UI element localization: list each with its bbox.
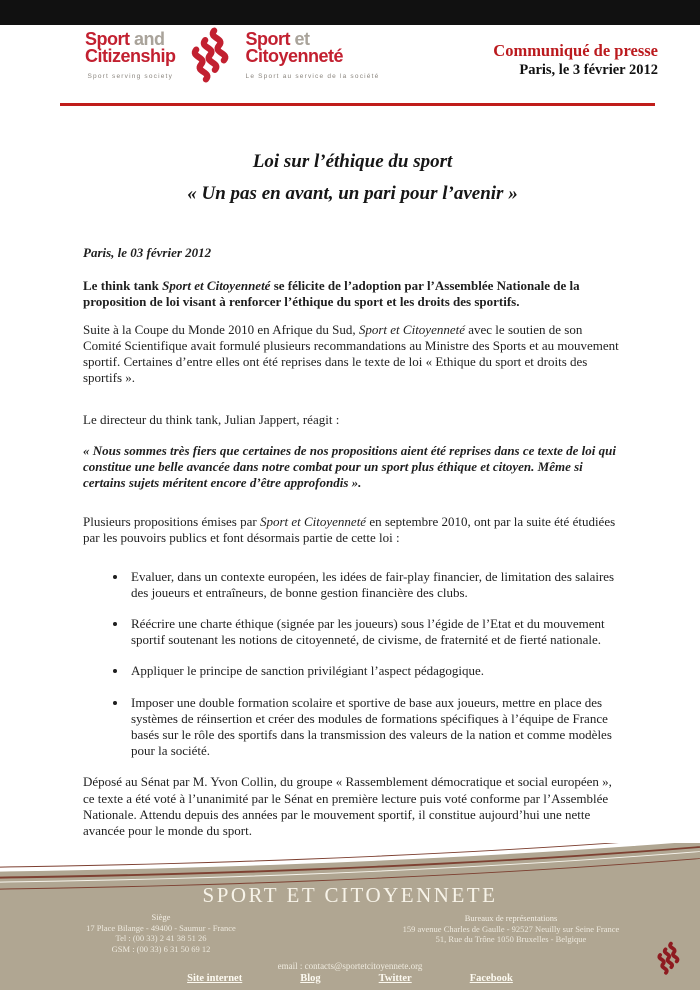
bureaux-address-2: 51, Rue du Trône 1050 Bruxelles - Belgique xyxy=(435,934,587,944)
siege-title: Siège xyxy=(151,912,171,922)
lead-post: se félicite de l’adoption par l’Assemblée Nationale de la proposition de loi visant à renforcer l’éthique du sport et les droits des sportifs. xyxy=(83,278,580,310)
propositions-post: en septembre 2010, ont par la suite été étudiées par les pouvoirs publics et font désormais partie de cette loi : xyxy=(83,514,616,546)
propositions-paragraph xyxy=(83,514,622,546)
press-date: Paris, le 3 février 2012 xyxy=(519,62,658,78)
address-siege xyxy=(0,912,322,954)
top-black-bar xyxy=(0,0,700,25)
logo-sport-et-citoyennete xyxy=(246,31,380,85)
address-bureaux xyxy=(322,912,700,954)
footer-links xyxy=(0,973,700,984)
title-line2: « Un pas en avant, un pari pour l’avenir » xyxy=(187,183,518,204)
bureaux-title: Bureaux de représentations xyxy=(464,913,558,923)
logo-en-word1: Sport xyxy=(85,29,130,49)
header xyxy=(0,25,700,95)
title-line1: Loi sur l’éthique du sport xyxy=(252,151,453,172)
siege-phone: Tel : (00 33) 2 41 38 51 26 xyxy=(115,933,207,943)
para2-pre: Suite à la Coupe du Monde 2010 en Afrique du Sud, xyxy=(83,321,359,337)
brand-name: Sport et Citoyenneté xyxy=(259,514,367,530)
siege-gsm: GSM : (00 33) 6 31 50 69 12 xyxy=(111,943,211,954)
logo-fr-word2: et xyxy=(294,29,310,49)
quote-introduction: Le directeur du think tank, Julian Jappert, réagit : xyxy=(83,412,340,428)
list-item: • Imposer une double formation scolaire et sportive de base aux joueurs, mettre en place des systèmes de réinsertion et créer des modules de formations spécifiques à l’équipe de France basés sur le rôle des sportifs dans la transmission des valeurs de la nation et comme modèles pour la société. xyxy=(128,695,622,760)
brand-name: Sport et Citoyenneté xyxy=(358,321,465,337)
link-facebook[interactable]: Facebook xyxy=(469,973,513,984)
lead-pre: Le think tank xyxy=(83,278,163,294)
document-body xyxy=(0,106,700,839)
bureaux-address-1: 159 avenue Charles de Gaulle - 92527 Neuilly sur Seine France xyxy=(402,923,620,934)
logo-en-line2: Citizenship xyxy=(85,46,176,66)
footer-org-name: SPORT ET CITOYENNETE xyxy=(202,883,498,907)
link-site-internet[interactable]: Site internet xyxy=(187,973,243,984)
lead-paragraph xyxy=(83,278,622,310)
sss-waves-icon xyxy=(654,943,684,982)
propositions-list xyxy=(83,569,622,760)
footer-content xyxy=(0,883,700,984)
context-paragraph xyxy=(83,322,622,387)
list-item: • Réécrire une charte éthique (signée par les joueurs) sous l’égide de l’Etat et du mouvement sportif soutenant les notions de citoyenneté, de civisme, de fraternité et de fierté nationale. xyxy=(128,616,622,648)
list-item: • Appliquer le principe de sanction privilégiant l’aspect pédagogique. xyxy=(128,663,622,679)
director-quote: « Nous sommes très fiers que certaines de nos propositions aient été reprises dans ce texte de loi qui constitue une belle avancée dans notre combat pour un sport plus éthique et citoyen. Même si certains sujets méritent encore d’être approfondis ». xyxy=(83,442,616,491)
contact-email: email : contacts@sportetcitoyennete.org xyxy=(277,961,423,971)
link-blog[interactable]: Blog xyxy=(300,973,321,984)
brand-name: Sport et Citoyenneté xyxy=(162,278,271,294)
footer xyxy=(0,843,700,990)
document-type-label: Communiqué de presse xyxy=(493,41,658,60)
dateline: Paris, le 03 février 2012 xyxy=(83,245,212,260)
link-twitter[interactable]: Twitter xyxy=(378,973,412,984)
logo-fr-tagline: Le Sport au service de la société xyxy=(245,73,380,80)
logo-en-word2: and xyxy=(134,29,165,49)
footer-addresses xyxy=(0,912,700,954)
propositions-pre: Plusieurs propositions émises par xyxy=(83,514,260,530)
closing-paragraph: Déposé au Sénat par M. Yvon Collin, du groupe « Rassemblement démocratique et social européen », ce texte a été voté à l’unanimité par le Sénat en première lecture puis voté conforme par l’Assemblée Nationale. Attendu depuis des années par le mouvement sportif, il constitue aujourd’hui une nette avancée pour le monde du sport. xyxy=(83,774,612,839)
para2-post: avec le soutien de son Comité Scientifique avait formulé plusieurs recommandations au Ministre des Sports et au mouvement sportif. Certaines d’entre elles ont été reprises dans le texte de loi « Ethique du sport et droits des sportifs ». xyxy=(83,321,619,386)
logo-group xyxy=(85,31,379,88)
document-title xyxy=(83,146,622,210)
sss-waves-icon xyxy=(186,33,236,88)
logo-sport-and-citizenship xyxy=(85,31,176,85)
logo-fr-word1: Sport xyxy=(245,29,291,49)
siege-address: 17 Place Bilange - 49400 - Saumur - France xyxy=(86,922,236,933)
press-meta xyxy=(493,41,658,80)
logo-en-tagline: Sport serving society xyxy=(87,73,174,80)
logo-fr-line2: Citoyenneté xyxy=(245,46,344,66)
list-item: • Evaluer, dans un contexte européen, les idées de fair-play financier, de limitation des salaires des joueurs et entraîneurs, de bonne gestion financière des clubs. xyxy=(128,569,622,601)
